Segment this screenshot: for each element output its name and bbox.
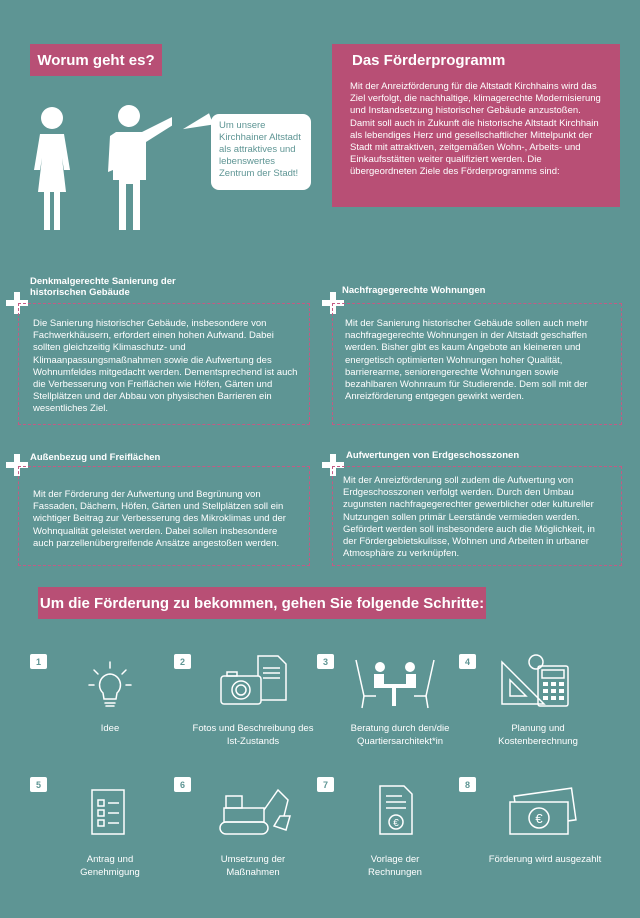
intro-heading: Worum geht es?	[30, 44, 162, 76]
svg-text:€: €	[393, 818, 399, 829]
step-label-4: Planung und Kostenberechnung	[498, 723, 578, 747]
goal-box-1	[18, 303, 310, 425]
speech-bubble-tail	[181, 113, 213, 135]
step-label-2: Fotos und Beschreibung des Ist-Zustands	[192, 723, 314, 747]
program-heading: Das Förderprogramm	[352, 52, 506, 69]
goal-text-3: Mit der Förderung der Aufwertung und Begrünung von Fassaden, Dächern, Höfen, Gärten und Stellplätzen soll ein wichtiger Beitrag zur Verbesserung des Mikroklimas und der Wohnqualität geleistet werden. Dabei sollen insbesondere auch parzellenübergreifende Ansätze angestoßen werden.	[33, 489, 286, 549]
svg-text:€: €	[535, 811, 543, 826]
step-number-4: 4	[459, 654, 476, 669]
step-number-6: 6	[174, 777, 191, 792]
goal-text-1: Die Sanierung historischer Gebäude, insbesondere von Fachwerkhäusern, erfordert einen hohen Aufwand. Dabei sollten gleichzeitig Klimaschutz- und Klimaanpassungsmaßnahmen sowie die Aufwertung des Wohnumfeldes mitgedacht werden. Dementsprechend ist auch die Verbesserung von Freiflächen wie Höfen, Gärten und Stellplätzen und der Abbau von physischen Barrieren ein wesentliches Ziel.	[33, 318, 298, 415]
goal-text-2: Mit der Sanierung historischer Gebäude sollen auch mehr nachfragegerechte Wohnungen in der Altstadt geschaffen werden. Bisher gibt es kaum Angebote an kleineren und energetisch optimierten Wohnungen hoher Qualität, barrierearme, seniorengerechte Wohnungen sowie bezahlbaren Wohnraum für Studierende. Dem soll mit der Anreizförderung entgegen gewirkt werden.	[345, 318, 588, 403]
step-number-8: 8	[459, 777, 476, 792]
lightbulb-icon	[88, 660, 132, 710]
steps-heading: Um die Förderung zu bekommen, gehen Sie folgende Schritte:	[38, 587, 486, 619]
program-text: Mit der Anreizförderung für die Altstadt Kirchhains wird das Ziel verfolgt, die nachhaltige, klimagerechte Modernisierung und Instandsetzung historischer Gebäude anzustoßen. Damit soll auch in Zukunft die historische Altstadt Kirchhain als lebendiges Herz und gesellschaftlicher Mittelpunkt der Stadt mit attraktiven, zeitgemäßen Wohn-, Arbeits- und Einkaufsstätten weiter qualifiziert werden. Die übergeordneten Ziele des Förderprogramms sind:	[350, 81, 601, 178]
speech-bubble: Um unsere Kirchhainer Altstadt als attraktives und lebenswertes Zentrum der Stadt!	[211, 114, 311, 190]
goal-title-2: Nachfragegerechte Wohnungen	[342, 285, 486, 296]
consultation-icon	[354, 658, 436, 710]
goal-title-1: Denkmalgerechte Sanierung der historischen Gebäude	[30, 276, 176, 298]
planning-calculator-icon	[498, 652, 572, 710]
step-label-8: Förderung wird ausgezahlt	[488, 854, 602, 865]
goal-box-3	[18, 466, 310, 566]
step-label-7: Vorlage der Rechnungen	[368, 854, 422, 878]
step-label-1: Idee	[100, 723, 120, 734]
step-label-6: Umsetzung der Maßnahmen	[220, 854, 286, 878]
people-icon	[22, 100, 172, 240]
goal-title-3: Außenbezug und Freiflächen	[30, 452, 161, 463]
goal-box-2	[332, 303, 622, 425]
step-number-7: 7	[317, 777, 334, 792]
step-number-1: 1	[30, 654, 47, 669]
money-icon	[506, 786, 578, 838]
invoice-icon	[376, 784, 416, 836]
step-label-3: Beratung durch den/die Quartiersarchitekt*in	[350, 723, 450, 747]
step-number-2: 2	[174, 654, 191, 669]
step-number-5: 5	[30, 777, 47, 792]
camera-document-icon	[218, 654, 290, 708]
step-label-5: Antrag und Genehmigung	[80, 854, 140, 878]
goal-box-4	[332, 466, 622, 566]
excavator-icon	[216, 786, 298, 838]
program-box	[332, 44, 620, 207]
step-number-3: 3	[317, 654, 334, 669]
goal-title-4: Aufwertungen von Erdgeschosszonen	[346, 450, 520, 461]
goal-text-4: Mit der Anreizförderung soll zudem die Aufwertung von Erdgeschosszonen verfolgt werden. Durch den Umbau zugunsten nachfragegerechter gewerblicher oder kultureller Nutzungen sollen primär Leerstände vermieden werden. Gefördert werden soll insbesondere auch die Möglichkeit, in der Fördergebietskulisse, Wohnen und Arbeiten in urbaner Atmosphäre zu verknüpfen.	[343, 475, 595, 560]
checklist-icon	[88, 788, 130, 838]
